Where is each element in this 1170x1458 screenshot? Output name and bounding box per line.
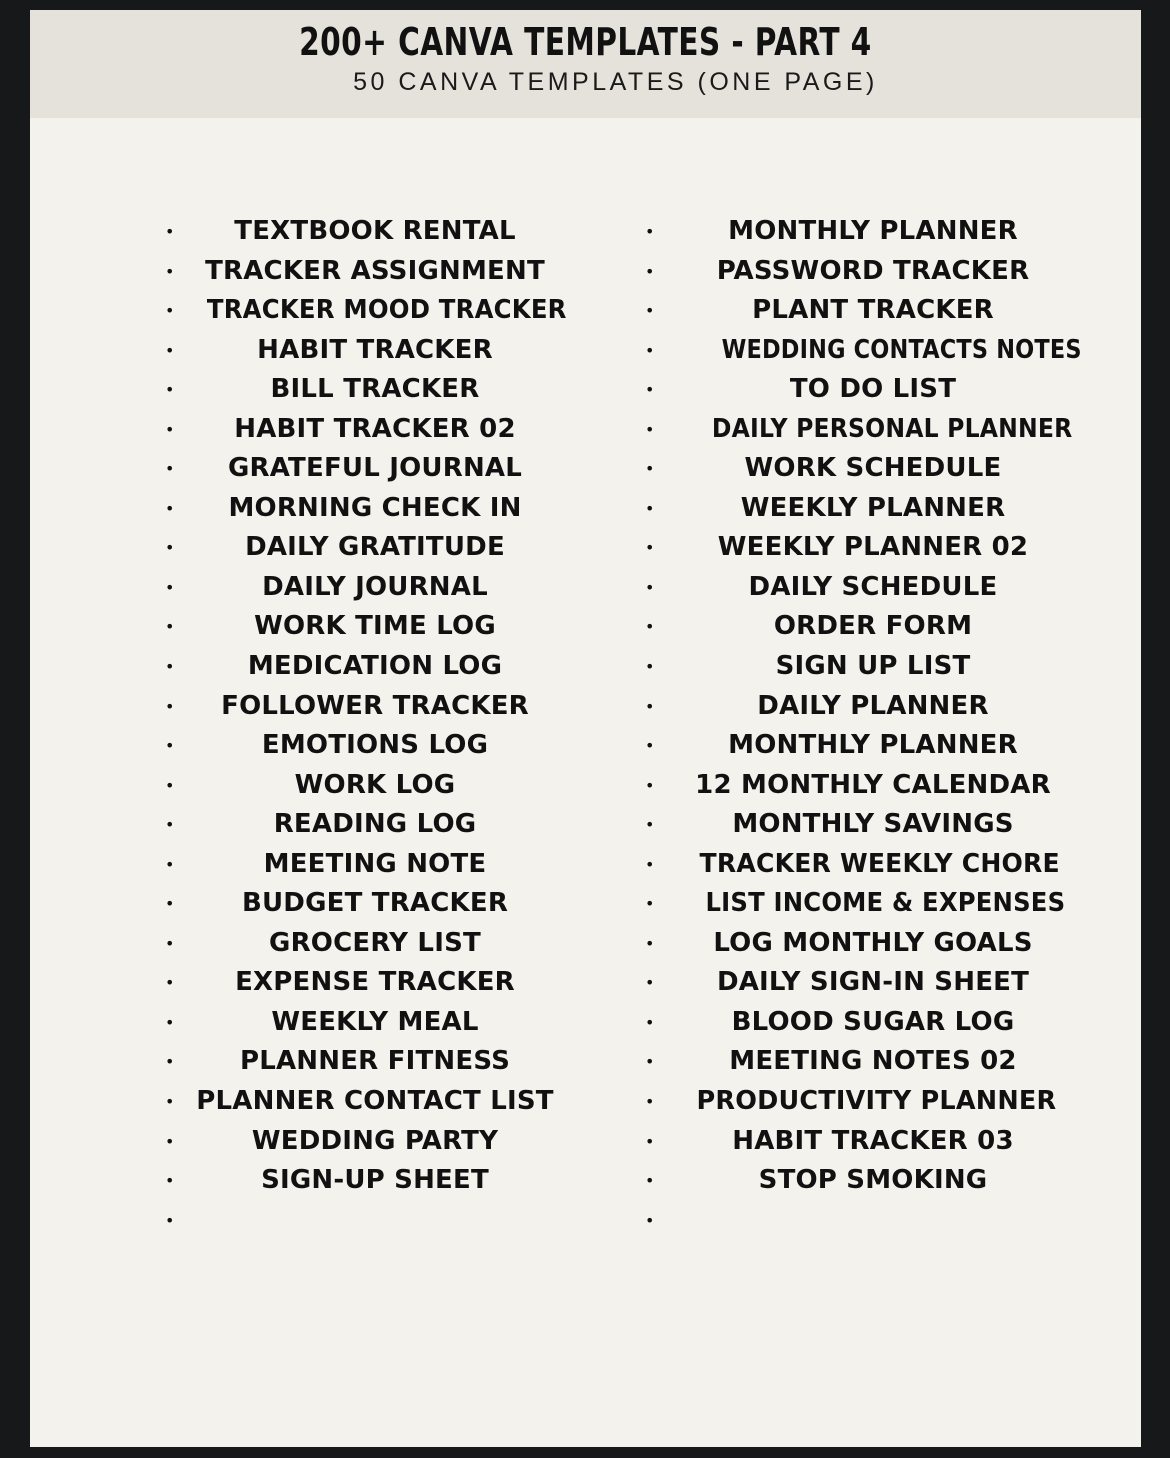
list-item (615, 291, 1095, 331)
list-item (615, 1161, 1095, 1201)
template-link[interactable] (693, 647, 1053, 687)
list-item (135, 212, 615, 252)
bullet-icon: • (645, 498, 655, 518)
template-link[interactable] (195, 726, 555, 766)
bullet-icon: • (645, 1210, 655, 1230)
bullet-icon: • (165, 1092, 175, 1112)
template-link-label: SIGN-UP SHEET (261, 1165, 489, 1196)
bullet-icon: • (165, 459, 175, 479)
template-link[interactable] (195, 212, 555, 252)
template-link[interactable] (195, 568, 555, 608)
bullet-icon: • (165, 1210, 175, 1230)
list-item (615, 766, 1095, 806)
list-item (615, 687, 1095, 727)
template-link-label: TRACKER MOOD TRACKER (206, 295, 567, 326)
list-item (615, 963, 1095, 1003)
bullet-icon: • (645, 1131, 655, 1151)
list-item (615, 1082, 1095, 1122)
template-link[interactable] (195, 370, 555, 410)
template-link[interactable] (693, 528, 1053, 568)
list-item (135, 568, 615, 608)
list-item (615, 805, 1095, 845)
template-link-label: DAILY PERSONAL PLANNER (711, 413, 1073, 444)
page-title: 200+ CANVA TEMPLATES - PART 4 (299, 20, 872, 64)
bullet-icon: • (165, 696, 175, 716)
template-link-label: READING LOG (273, 809, 477, 840)
list-item (615, 568, 1095, 608)
template-link-label: PASSWORD TRACKER (716, 255, 1030, 286)
list-item (135, 331, 615, 371)
template-link[interactable] (195, 291, 567, 331)
list-item (135, 449, 615, 489)
bullet-icon: • (165, 973, 175, 993)
bullet-icon: • (645, 973, 655, 993)
template-link-label: MONTHLY PLANNER (728, 730, 1018, 761)
template-link-label: WORK SCHEDULE (744, 453, 1002, 484)
template-link-label: TEXTBOOK RENTAL (234, 216, 516, 246)
list-item (135, 528, 615, 568)
template-link[interactable] (693, 1042, 1053, 1082)
bullet-icon: • (165, 538, 175, 558)
template-link-label: PLANNER CONTACT LIST (196, 1086, 554, 1117)
bullet-icon: • (165, 301, 175, 321)
template-link-label: BLOOD SUGAR LOG (731, 1006, 1015, 1037)
bullet-icon: • (645, 577, 655, 597)
template-link-label: TO DO LIST (789, 374, 957, 405)
template-link[interactable] (693, 766, 1053, 806)
template-link-label: EMOTIONS LOG (261, 730, 489, 761)
template-link-label: GROCERY LIST (269, 927, 481, 958)
list-item (135, 924, 615, 964)
bullet-icon: • (645, 1052, 655, 1072)
template-link[interactable] (195, 884, 555, 924)
template-link-label: TRACKER WEEKLY CHORE (699, 848, 1060, 879)
bullet-icon: • (645, 301, 655, 321)
bullet-icon: • (645, 222, 655, 241)
list-item (135, 489, 615, 529)
bullet-icon: • (165, 498, 175, 518)
list-item (615, 884, 1095, 924)
template-link[interactable] (195, 489, 555, 529)
list-item (135, 884, 615, 924)
bullet-icon: • (645, 933, 655, 953)
template-link[interactable] (693, 726, 1053, 766)
template-link-label: DAILY SIGN-IN SHEET (716, 967, 1030, 998)
list-item (615, 489, 1095, 529)
list-item (615, 845, 1095, 885)
list-item (615, 1042, 1095, 1082)
bullet-icon: • (165, 933, 175, 953)
list-item (135, 1003, 615, 1043)
bullet-icon: • (645, 696, 655, 716)
list-item (135, 1122, 615, 1162)
list-item (615, 1122, 1095, 1162)
template-link-label: MEETING NOTES 02 (729, 1046, 1017, 1077)
list-item (135, 647, 615, 687)
template-link-label: TRACKER ASSIGNMENT (205, 255, 545, 286)
template-link-label: BUDGET TRACKER (241, 888, 509, 919)
bullet-icon: • (645, 617, 655, 637)
template-link[interactable] (195, 252, 555, 292)
bullet-icon: • (645, 380, 655, 400)
list-item (615, 607, 1095, 647)
list-item (615, 212, 1095, 252)
template-link[interactable] (195, 1082, 555, 1122)
template-link[interactable] (693, 212, 1053, 252)
list-item (135, 805, 615, 845)
bullet-icon: • (645, 854, 655, 874)
template-link[interactable] (693, 884, 1066, 924)
list-item (615, 370, 1095, 410)
list-item (135, 1201, 615, 1241)
list-item (615, 1003, 1095, 1043)
template-link-label: HABIT TRACKER (257, 334, 493, 365)
list-item (135, 963, 615, 1003)
template-link-label: MEDICATION LOG (247, 651, 503, 682)
template-link[interactable] (693, 805, 1053, 845)
list-item (615, 528, 1095, 568)
template-link-label: PLANT TRACKER (752, 295, 994, 326)
template-link-label: MORNING CHECK IN (228, 492, 522, 523)
bullet-icon: • (645, 538, 655, 558)
list-item (615, 331, 1095, 371)
list-item (615, 410, 1095, 450)
bullet-icon: • (165, 261, 175, 281)
bullet-icon: • (165, 854, 175, 874)
bullet-icon: • (165, 1131, 175, 1151)
list-item (135, 410, 615, 450)
list-item (135, 726, 615, 766)
list-item (615, 252, 1095, 292)
bullet-icon: • (645, 815, 655, 835)
template-link[interactable] (693, 924, 1053, 964)
template-link-label: BILL TRACKER (270, 374, 480, 405)
bullet-icon: • (165, 1171, 175, 1191)
template-link[interactable] (693, 331, 1082, 371)
template-link[interactable] (195, 528, 555, 568)
bullet-icon: • (645, 657, 655, 677)
template-link-label: PRODUCTIVITY PLANNER (696, 1086, 1057, 1117)
template-link[interactable] (195, 607, 555, 647)
template-link-label: STOP SMOKING (758, 1165, 988, 1196)
template-link[interactable] (195, 449, 555, 489)
left-template-list (135, 212, 615, 1240)
template-link[interactable] (195, 1161, 555, 1201)
template-link-label: EXPENSE TRACKER (235, 967, 515, 998)
template-link[interactable] (693, 607, 1053, 647)
template-link-label: WORK TIME LOG (254, 611, 496, 642)
template-link-label: SIGN UP LIST (775, 651, 971, 682)
list-item (135, 1042, 615, 1082)
bullet-icon: • (165, 380, 175, 400)
list-item (135, 607, 615, 647)
template-link-label: HABIT TRACKER 02 (234, 413, 516, 444)
bullet-icon: • (645, 261, 655, 281)
bullet-icon: • (165, 617, 175, 637)
template-link[interactable] (693, 568, 1053, 608)
template-link[interactable] (693, 410, 1073, 450)
list-item (615, 647, 1095, 687)
bullet-icon: • (165, 577, 175, 597)
list-item (135, 845, 615, 885)
template-link[interactable] (693, 449, 1053, 489)
template-link[interactable] (195, 331, 555, 371)
bullet-icon: • (165, 419, 175, 439)
template-link-label: LOG MONTHLY GOALS (713, 927, 1033, 958)
header-banner (30, 10, 1141, 118)
template-link[interactable] (195, 647, 555, 687)
template-link-label: HABIT TRACKER 03 (732, 1125, 1014, 1156)
template-link[interactable] (195, 687, 555, 727)
template-link[interactable] (693, 963, 1053, 1003)
template-link[interactable] (195, 845, 555, 885)
list-item (135, 291, 615, 331)
bullet-icon: • (645, 894, 655, 914)
template-link-label: ORDER FORM (773, 611, 973, 642)
template-link-label: WEDDING CONTACTS NOTES (721, 334, 1082, 365)
list-item (135, 687, 615, 727)
bullet-icon: • (165, 736, 175, 756)
template-link-label: MONTHLY SAVINGS (732, 809, 1014, 840)
list-item (135, 1161, 615, 1201)
list-item (615, 726, 1095, 766)
template-link-label: GRATEFUL JOURNAL (227, 453, 522, 484)
bullet-icon: • (165, 775, 175, 795)
template-link[interactable] (195, 805, 555, 845)
bullet-icon: • (165, 1012, 175, 1032)
template-link-label: FOLLOWER TRACKER (221, 690, 529, 721)
template-link[interactable] (195, 924, 555, 964)
template-link[interactable] (195, 1122, 555, 1162)
right-template-list (615, 212, 1095, 1240)
bullet-icon: • (645, 419, 655, 439)
template-link-label: WEDDING PARTY (251, 1125, 499, 1156)
template-link-label: WEEKLY MEAL (271, 1006, 479, 1037)
template-link-label: WORK LOG (294, 769, 456, 800)
bullet-icon: • (645, 459, 655, 479)
template-link[interactable] (693, 370, 1053, 410)
list-item (615, 449, 1095, 489)
template-link[interactable] (693, 489, 1053, 529)
bullet-icon: • (165, 340, 175, 360)
list-item (615, 924, 1095, 964)
template-link[interactable] (195, 1042, 555, 1082)
template-link[interactable] (693, 687, 1053, 727)
list-item (135, 370, 615, 410)
template-link-label: DAILY SCHEDULE (748, 571, 998, 602)
template-link[interactable] (693, 291, 1053, 331)
bullet-icon: • (165, 222, 175, 241)
bullet-icon: • (645, 736, 655, 756)
template-link[interactable] (195, 963, 555, 1003)
template-link-label: WEEKLY PLANNER 02 (717, 532, 1029, 563)
template-link-label: MEETING NOTE (263, 848, 487, 879)
document-page (30, 10, 1141, 1447)
template-link-label: DAILY GRATITUDE (245, 532, 505, 563)
bullet-icon: • (645, 1092, 655, 1112)
bullet-icon: • (165, 815, 175, 835)
template-link[interactable] (693, 252, 1053, 292)
template-link-label: LIST INCOME & EXPENSES (705, 888, 1066, 919)
template-link[interactable] (195, 1003, 555, 1043)
template-link[interactable] (693, 1161, 1053, 1201)
bullet-icon: • (645, 340, 655, 360)
bullet-icon: • (165, 1052, 175, 1072)
template-link-label: 12 MONTHLY CALENDAR (695, 769, 1051, 800)
list-item (135, 766, 615, 806)
template-link-label: DAILY PLANNER (757, 690, 989, 721)
template-link-label: WEEKLY PLANNER (740, 492, 1006, 523)
bullet-icon: • (165, 657, 175, 677)
template-link[interactable] (693, 1003, 1053, 1043)
list-item (615, 1201, 1095, 1241)
list-item (135, 252, 615, 292)
bullet-icon: • (645, 1012, 655, 1032)
template-link-label: PLANNER FITNESS (239, 1046, 511, 1077)
template-link-label: MONTHLY PLANNER (728, 216, 1018, 246)
template-link[interactable] (693, 845, 1060, 885)
template-link[interactable] (195, 766, 555, 806)
bullet-icon: • (645, 775, 655, 795)
bullet-icon: • (165, 894, 175, 914)
template-link[interactable] (195, 410, 555, 450)
template-link[interactable] (693, 1082, 1057, 1122)
bullet-icon: • (645, 1171, 655, 1191)
page-subtitle: 50 CANVA TEMPLATES (ONE PAGE) (353, 68, 878, 96)
list-item (135, 1082, 615, 1122)
template-link-label: DAILY JOURNAL (262, 571, 488, 602)
template-link[interactable] (693, 1122, 1053, 1162)
